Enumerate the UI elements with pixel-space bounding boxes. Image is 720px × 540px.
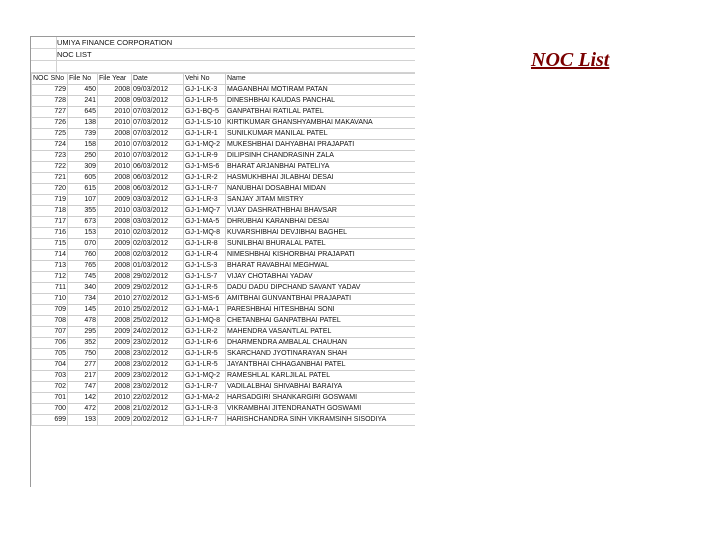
- cell-date: 23/02/2012: [132, 360, 184, 371]
- table-row: [32, 382, 416, 393]
- cell-file-year: 2008: [98, 217, 132, 228]
- cell-name: NANUBHAI DOSABHAI MIDAN: [226, 184, 416, 195]
- table-row: [32, 404, 416, 415]
- cell-name: SUNILKUMAR MANILAL PATEL: [226, 129, 416, 140]
- cell-file-no: 309: [68, 162, 98, 173]
- cell-noc-sno: 724: [32, 140, 68, 151]
- cell-file-year: 2009: [98, 239, 132, 250]
- cell-file-year: 2010: [98, 305, 132, 316]
- cell-name: DADU DADU DIPCHAND SAVANT YADAV: [226, 283, 416, 294]
- cell-file-no: 472: [68, 404, 98, 415]
- table-row: [32, 140, 416, 151]
- cell-file-no: 673: [68, 217, 98, 228]
- table-row: [32, 250, 416, 261]
- col-header-vehi-no: Vehi No: [184, 74, 226, 85]
- cell-vehi-no: GJ-1-LR-5: [184, 360, 226, 371]
- cell-vehi-no: GJ-1-LR-5: [184, 349, 226, 360]
- cell-file-year: 2010: [98, 151, 132, 162]
- table-row: [32, 129, 416, 140]
- cell-vehi-no: GJ-1-LR-2: [184, 173, 226, 184]
- cell-name: SANJAY JITAM MISTRY: [226, 195, 416, 206]
- cell-file-no: 153: [68, 228, 98, 239]
- cell-date: 07/03/2012: [132, 129, 184, 140]
- table-row: [32, 217, 416, 228]
- table-row: [32, 360, 416, 371]
- cell-file-no: 605: [68, 173, 98, 184]
- cell-file-no: 760: [68, 250, 98, 261]
- cell-file-year: 2008: [98, 382, 132, 393]
- cell-file-no: 295: [68, 327, 98, 338]
- table-row: [32, 305, 416, 316]
- cell-file-year: 2009: [98, 195, 132, 206]
- cell-noc-sno: 714: [32, 250, 68, 261]
- col-header-file-year: File Year: [98, 74, 132, 85]
- table-row: [32, 272, 416, 283]
- cell-file-year: 2009: [98, 415, 132, 426]
- cell-file-no: 747: [68, 382, 98, 393]
- cell-vehi-no: GJ-1-LR-5: [184, 96, 226, 107]
- cell-date: 07/03/2012: [132, 107, 184, 118]
- cell-noc-sno: 727: [32, 107, 68, 118]
- cell-date: 07/03/2012: [132, 151, 184, 162]
- cell-noc-sno: 726: [32, 118, 68, 129]
- cell-file-year: 2008: [98, 250, 132, 261]
- table-row: [32, 349, 416, 360]
- table-row: [32, 316, 416, 327]
- cell-name: HARSADGIRI SHANKARGIRI GOSWAMI: [226, 393, 416, 404]
- cell-file-no: 250: [68, 151, 98, 162]
- sheet-subtitle: NOC LIST: [31, 49, 415, 61]
- table-row: [32, 393, 416, 404]
- cell-name: MAHENDRA VASANTLAL PATEL: [226, 327, 416, 338]
- cell-date: 23/02/2012: [132, 371, 184, 382]
- cell-noc-sno: 719: [32, 195, 68, 206]
- cell-file-no: 615: [68, 184, 98, 195]
- cell-vehi-no: GJ-1-LR-2: [184, 327, 226, 338]
- cell-name: MAGANBHAI MOTIRAM PATAN: [226, 85, 416, 96]
- cell-noc-sno: 702: [32, 382, 68, 393]
- table-row: [32, 415, 416, 426]
- cell-file-no: 070: [68, 239, 98, 250]
- cell-file-year: 2010: [98, 118, 132, 129]
- cell-date: 07/03/2012: [132, 140, 184, 151]
- cell-vehi-no: GJ-1-LS-10: [184, 118, 226, 129]
- cell-date: 09/03/2012: [132, 96, 184, 107]
- cell-noc-sno: 709: [32, 305, 68, 316]
- cell-date: 23/02/2012: [132, 338, 184, 349]
- cell-name: VADILALBHAI SHIVABHAI BARAIYA: [226, 382, 416, 393]
- cell-date: 03/03/2012: [132, 217, 184, 228]
- cell-noc-sno: 712: [32, 272, 68, 283]
- cell-file-no: 241: [68, 96, 98, 107]
- cell-vehi-no: GJ-1-LR-7: [184, 184, 226, 195]
- cell-vehi-no: GJ-1-MQ-8: [184, 228, 226, 239]
- cell-file-year: 2008: [98, 173, 132, 184]
- cell-file-no: 478: [68, 316, 98, 327]
- cell-name: HASMUKHBHAI JILABHAI DESAI: [226, 173, 416, 184]
- cell-file-year: 2008: [98, 316, 132, 327]
- cell-vehi-no: GJ-1-MS-6: [184, 162, 226, 173]
- cell-file-year: 2009: [98, 327, 132, 338]
- cell-file-no: 450: [68, 85, 98, 96]
- cell-vehi-no: GJ-1-LS-3: [184, 261, 226, 272]
- table-header-row: [32, 74, 416, 85]
- cell-vehi-no: GJ-1-LR-8: [184, 239, 226, 250]
- table-row: [32, 195, 416, 206]
- cell-vehi-no: GJ-1-MA-2: [184, 393, 226, 404]
- page-title: NOC List: [531, 49, 610, 71]
- cell-date: 23/02/2012: [132, 382, 184, 393]
- table-row: [32, 107, 416, 118]
- cell-date: 03/03/2012: [132, 195, 184, 206]
- cell-file-year: 2010: [98, 162, 132, 173]
- cell-file-year: 2008: [98, 272, 132, 283]
- cell-noc-sno: 715: [32, 239, 68, 250]
- cell-date: 02/03/2012: [132, 228, 184, 239]
- cell-noc-sno: 701: [32, 393, 68, 404]
- cell-vehi-no: GJ-1-MQ-2: [184, 371, 226, 382]
- cell-file-no: 217: [68, 371, 98, 382]
- cell-file-no: 734: [68, 294, 98, 305]
- cell-vehi-no: GJ-1-MQ-8: [184, 316, 226, 327]
- cell-name: VIJAY CHOTABHAI YADAV: [226, 272, 416, 283]
- cell-noc-sno: 708: [32, 316, 68, 327]
- cell-file-year: 2010: [98, 140, 132, 151]
- cell-noc-sno: 723: [32, 151, 68, 162]
- cell-file-year: 2010: [98, 228, 132, 239]
- cell-vehi-no: GJ-1-LR-4: [184, 250, 226, 261]
- cell-vehi-no: GJ-1-MS-6: [184, 294, 226, 305]
- cell-date: 20/02/2012: [132, 415, 184, 426]
- cell-file-year: 2009: [98, 338, 132, 349]
- table-row: [32, 239, 416, 250]
- cell-date: 06/03/2012: [132, 173, 184, 184]
- cell-noc-sno: 699: [32, 415, 68, 426]
- cell-name: KUVARSHIBHAI DEVJIBHAI BAGHEL: [226, 228, 416, 239]
- cell-file-no: 142: [68, 393, 98, 404]
- cell-file-year: 2008: [98, 85, 132, 96]
- cell-date: 06/03/2012: [132, 184, 184, 195]
- cell-noc-sno: 704: [32, 360, 68, 371]
- cell-noc-sno: 728: [32, 96, 68, 107]
- table-row: [32, 261, 416, 272]
- cell-noc-sno: 711: [32, 283, 68, 294]
- cell-name: BHARAT RAVABHAI MEGHWAL: [226, 261, 416, 272]
- cell-file-year: 2010: [98, 393, 132, 404]
- table-row: [32, 85, 416, 96]
- cell-file-no: 750: [68, 349, 98, 360]
- cell-file-no: 138: [68, 118, 98, 129]
- cell-file-year: 2010: [98, 294, 132, 305]
- cell-date: 23/02/2012: [132, 349, 184, 360]
- cell-name: KIRTIKUMAR GHANSHYAMBHAI MAKAVANA: [226, 118, 416, 129]
- cell-name: NIMESHBHAI KISHORBHAI PRAJAPATI: [226, 250, 416, 261]
- cell-file-year: 2008: [98, 129, 132, 140]
- cell-file-no: 340: [68, 283, 98, 294]
- cell-date: 29/02/2012: [132, 283, 184, 294]
- cell-file-year: 2008: [98, 261, 132, 272]
- cell-file-no: 193: [68, 415, 98, 426]
- cell-file-no: 107: [68, 195, 98, 206]
- cell-vehi-no: GJ-1-LR-3: [184, 195, 226, 206]
- cell-name: CHETANBHAI GANPATBHAI PATEL: [226, 316, 416, 327]
- table-row: [32, 184, 416, 195]
- cell-name: PARESHBHAI HITESHBHAI SONI: [226, 305, 416, 316]
- table-row: [32, 338, 416, 349]
- cell-file-no: 355: [68, 206, 98, 217]
- cell-vehi-no: GJ-1-LR-5: [184, 283, 226, 294]
- cell-name: AMITBHAI GUNVANTBHAI PRAJAPATI: [226, 294, 416, 305]
- cell-name: DILIPSINH CHANDRASINH ZALA: [226, 151, 416, 162]
- table-row: [32, 283, 416, 294]
- cell-noc-sno: 707: [32, 327, 68, 338]
- table-row: [32, 162, 416, 173]
- cell-date: 03/03/2012: [132, 206, 184, 217]
- cell-file-no: 145: [68, 305, 98, 316]
- spreadsheet-image: [30, 36, 415, 487]
- table-row: [32, 96, 416, 107]
- cell-name: DINESHBHAI KAUDAS PANCHAL: [226, 96, 416, 107]
- cell-date: 27/02/2012: [132, 294, 184, 305]
- cell-file-year: 2009: [98, 283, 132, 294]
- table-row: [32, 173, 416, 184]
- cell-noc-sno: 703: [32, 371, 68, 382]
- cell-file-year: 2009: [98, 371, 132, 382]
- cell-name: GANPATBHAI RATILAL PATEL: [226, 107, 416, 118]
- cell-date: 02/03/2012: [132, 239, 184, 250]
- cell-noc-sno: 721: [32, 173, 68, 184]
- cell-file-no: 765: [68, 261, 98, 272]
- table-row: [32, 206, 416, 217]
- cell-name: DHRUBHAI KARANBHAI DESAI: [226, 217, 416, 228]
- cell-vehi-no: GJ-1-MQ-7: [184, 206, 226, 217]
- cell-vehi-no: GJ-1-BQ-5: [184, 107, 226, 118]
- col-header-file-no: File No: [68, 74, 98, 85]
- cell-vehi-no: GJ-1-LK-3: [184, 85, 226, 96]
- cell-vehi-no: GJ-1-LS-7: [184, 272, 226, 283]
- cell-file-no: 745: [68, 272, 98, 283]
- cell-name: MUKESHBHAI DAHYABHAI PRAJAPATI: [226, 140, 416, 151]
- col-header-name: Name: [226, 74, 416, 85]
- table-row: [32, 118, 416, 129]
- cell-vehi-no: GJ-1-LR-6: [184, 338, 226, 349]
- cell-name: RAMESHLAL KARLJILAL PATEL: [226, 371, 416, 382]
- blank-row: [31, 61, 415, 73]
- cell-noc-sno: 713: [32, 261, 68, 272]
- cell-vehi-no: GJ-1-LR-9: [184, 151, 226, 162]
- cell-date: 25/02/2012: [132, 305, 184, 316]
- col-header-noc-sno: NOC SNo: [32, 74, 68, 85]
- cell-file-no: 158: [68, 140, 98, 151]
- cell-vehi-no: GJ-1-LR-1: [184, 129, 226, 140]
- cell-vehi-no: GJ-1-MA-1: [184, 305, 226, 316]
- cell-noc-sno: 706: [32, 338, 68, 349]
- cell-noc-sno: 705: [32, 349, 68, 360]
- cell-date: 25/02/2012: [132, 316, 184, 327]
- cell-date: 01/03/2012: [132, 261, 184, 272]
- cell-name: HARISHCHANDRA SINH VIKRAMSINH SISODIYA: [226, 415, 416, 426]
- cell-file-no: 739: [68, 129, 98, 140]
- table-row: [32, 371, 416, 382]
- cell-name: VIKRAMBHAI JITENDRANATH GOSWAMI: [226, 404, 416, 415]
- cell-name: DHARMENDRA AMBALAL CHAUHAN: [226, 338, 416, 349]
- cell-noc-sno: 717: [32, 217, 68, 228]
- cell-file-year: 2008: [98, 349, 132, 360]
- cell-noc-sno: 716: [32, 228, 68, 239]
- cell-date: 29/02/2012: [132, 272, 184, 283]
- company-name: UMIYA FINANCE CORPORATION: [31, 37, 415, 49]
- cell-name: SKARCHAND JYOTINARAYAN SHAH: [226, 349, 416, 360]
- cell-noc-sno: 710: [32, 294, 68, 305]
- cell-noc-sno: 725: [32, 129, 68, 140]
- cell-file-year: 2010: [98, 107, 132, 118]
- cell-noc-sno: 729: [32, 85, 68, 96]
- cell-file-year: 2008: [98, 184, 132, 195]
- cell-vehi-no: GJ-1-LR-7: [184, 382, 226, 393]
- noc-table: [31, 73, 415, 426]
- cell-vehi-no: GJ-1-LR-7: [184, 415, 226, 426]
- table-row: [32, 327, 416, 338]
- cell-file-no: 645: [68, 107, 98, 118]
- cell-name: SUNILBHAI BHURALAL PATEL: [226, 239, 416, 250]
- cell-date: 21/02/2012: [132, 404, 184, 415]
- cell-date: 06/03/2012: [132, 162, 184, 173]
- cell-name: VIJAY DASHRATHBHAI BHAVSAR: [226, 206, 416, 217]
- cell-date: 22/02/2012: [132, 393, 184, 404]
- cell-file-no: 352: [68, 338, 98, 349]
- cell-vehi-no: GJ-1-LR-3: [184, 404, 226, 415]
- cell-date: 02/03/2012: [132, 250, 184, 261]
- cell-file-year: 2008: [98, 360, 132, 371]
- table-row: [32, 151, 416, 162]
- cell-name: BHARAT ARJANBHAI PATELIYA: [226, 162, 416, 173]
- cell-date: 24/02/2012: [132, 327, 184, 338]
- cell-vehi-no: GJ-1-MQ-2: [184, 140, 226, 151]
- cell-vehi-no: GJ-1-MA-5: [184, 217, 226, 228]
- cell-file-no: 277: [68, 360, 98, 371]
- cell-date: 09/03/2012: [132, 85, 184, 96]
- cell-date: 07/03/2012: [132, 118, 184, 129]
- cell-file-year: 2008: [98, 404, 132, 415]
- cell-noc-sno: 718: [32, 206, 68, 217]
- cell-noc-sno: 720: [32, 184, 68, 195]
- col-header-date: Date: [132, 74, 184, 85]
- cell-name: JAYANTBHAI CHHAGANBHAI PATEL: [226, 360, 416, 371]
- table-row: [32, 294, 416, 305]
- cell-file-year: 2010: [98, 206, 132, 217]
- cell-file-year: 2008: [98, 96, 132, 107]
- table-row: [32, 228, 416, 239]
- cell-noc-sno: 700: [32, 404, 68, 415]
- cell-noc-sno: 722: [32, 162, 68, 173]
